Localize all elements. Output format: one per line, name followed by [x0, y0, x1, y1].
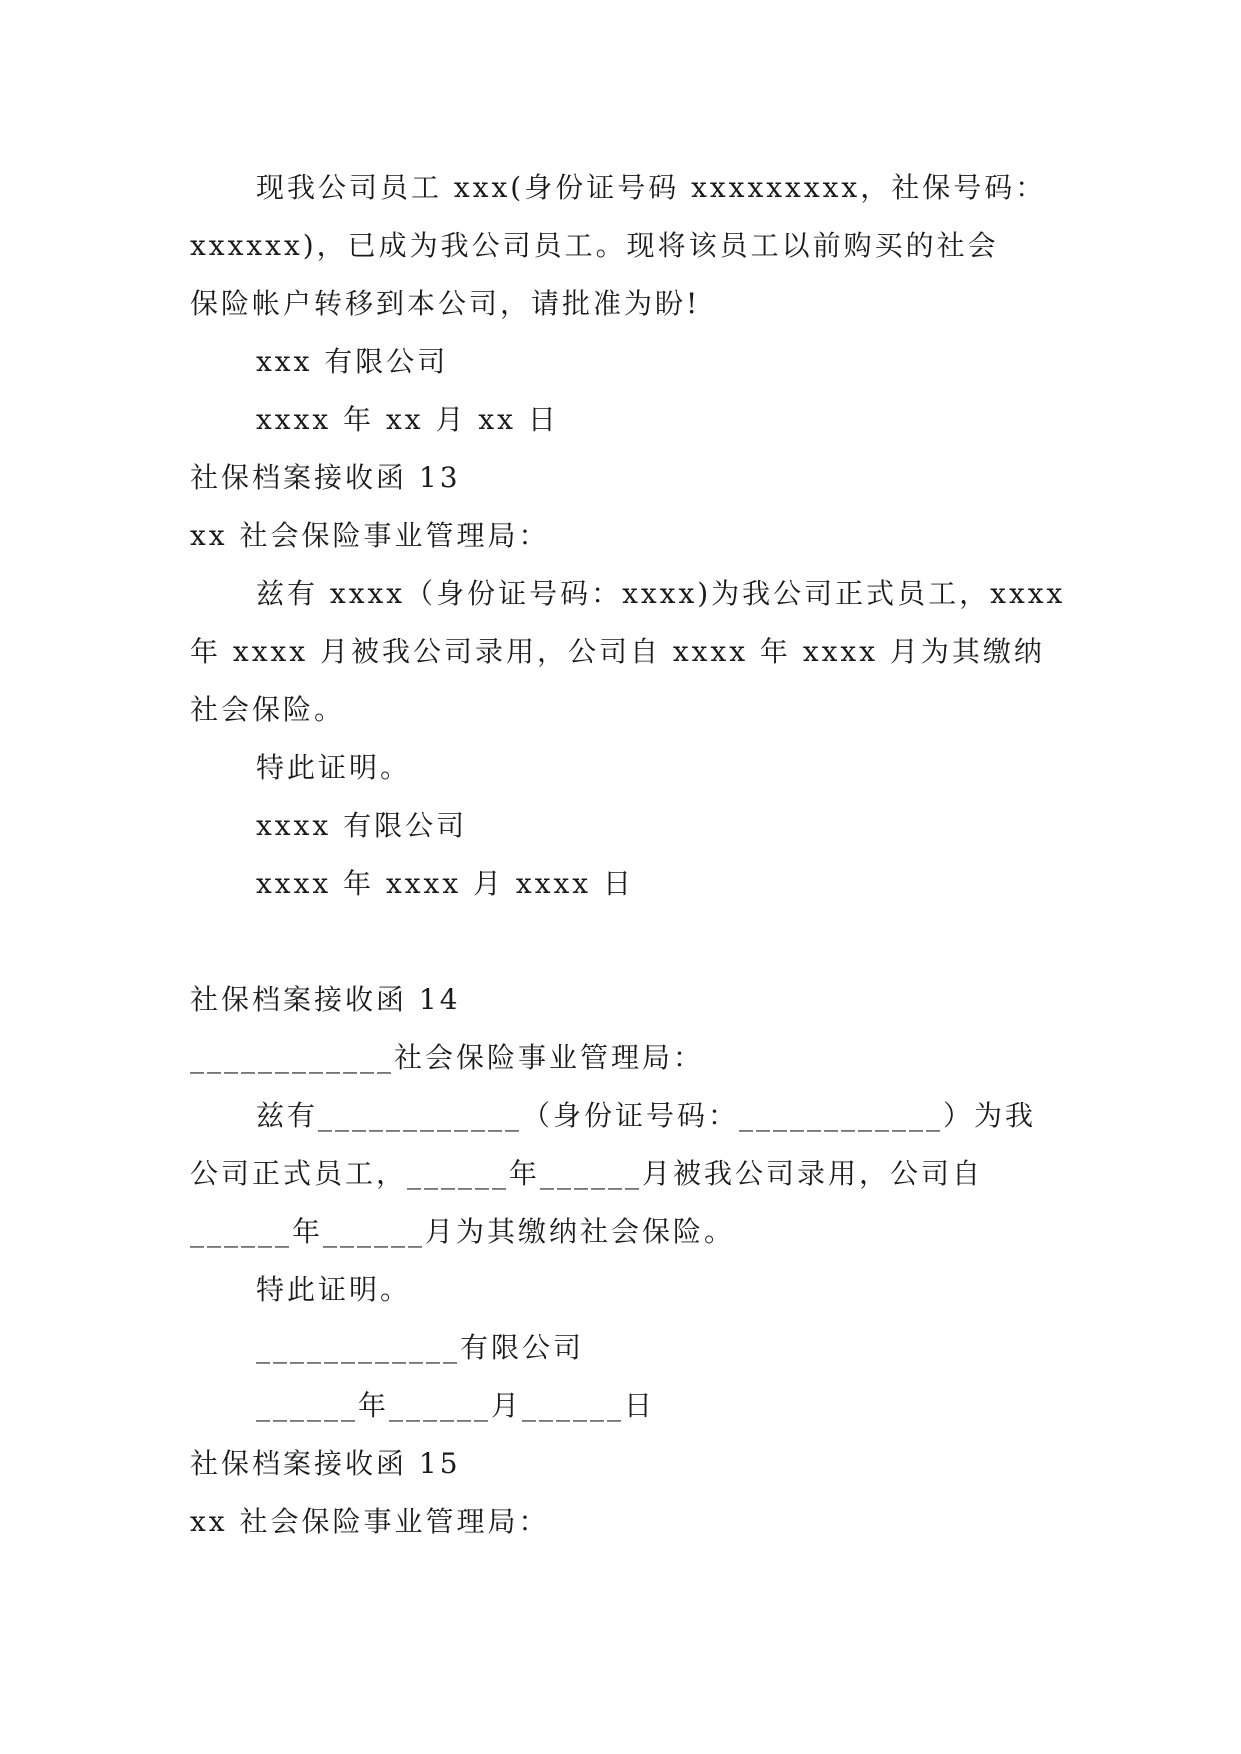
- company-signature: xxxx 有限公司: [256, 809, 468, 842]
- paragraph-line: 公司正式员工，______年______月被我公司录用，公司自: [190, 1157, 984, 1190]
- section-title: 社保档案接收函 13: [190, 461, 461, 494]
- paragraph-line: ______年______月为其缴纳社会保险。: [190, 1215, 736, 1248]
- certify-text: 特此证明。: [256, 1273, 412, 1306]
- addressee: ____________社会保险事业管理局：: [190, 1041, 705, 1074]
- paragraph-line: 保险帐户转移到本公司，请批准为盼!: [190, 287, 701, 320]
- paragraph-line: 社会保险。: [190, 693, 346, 726]
- paragraph-line: 兹有____________（身份证号码：____________）为我: [256, 1099, 1037, 1132]
- signature-date: xxxx 年 xx 月 xx 日: [256, 403, 559, 436]
- paragraph-line: xxxxxx)，已成为我公司员工。现将该员工以前购买的社会: [190, 229, 999, 262]
- paragraph-line: 兹有 xxxx（身份证号码：xxxx)为我公司正式员工，xxxx: [256, 577, 1066, 610]
- company-signature: xxx 有限公司: [256, 345, 449, 378]
- section-title: 社保档案接收函 14: [190, 983, 461, 1016]
- section-title: 社保档案接收函 15: [190, 1447, 461, 1480]
- addressee: xx 社会保险事业管理局：: [190, 1505, 550, 1538]
- paragraph-line: 现我公司员工 xxx(身份证号码 xxxxxxxxx，社保号码：: [256, 171, 1047, 204]
- signature-date: xxxx 年 xxxx 月 xxxx 日: [256, 867, 634, 900]
- certify-text: 特此证明。: [256, 751, 412, 784]
- signature-date: ______年______月______日: [256, 1389, 656, 1422]
- addressee: xx 社会保险事业管理局：: [190, 519, 550, 552]
- paragraph-line: 年 xxxx 月被我公司录用，公司自 xxxx 年 xxxx 月为其缴纳: [190, 635, 1045, 668]
- company-signature: ____________有限公司: [256, 1331, 585, 1364]
